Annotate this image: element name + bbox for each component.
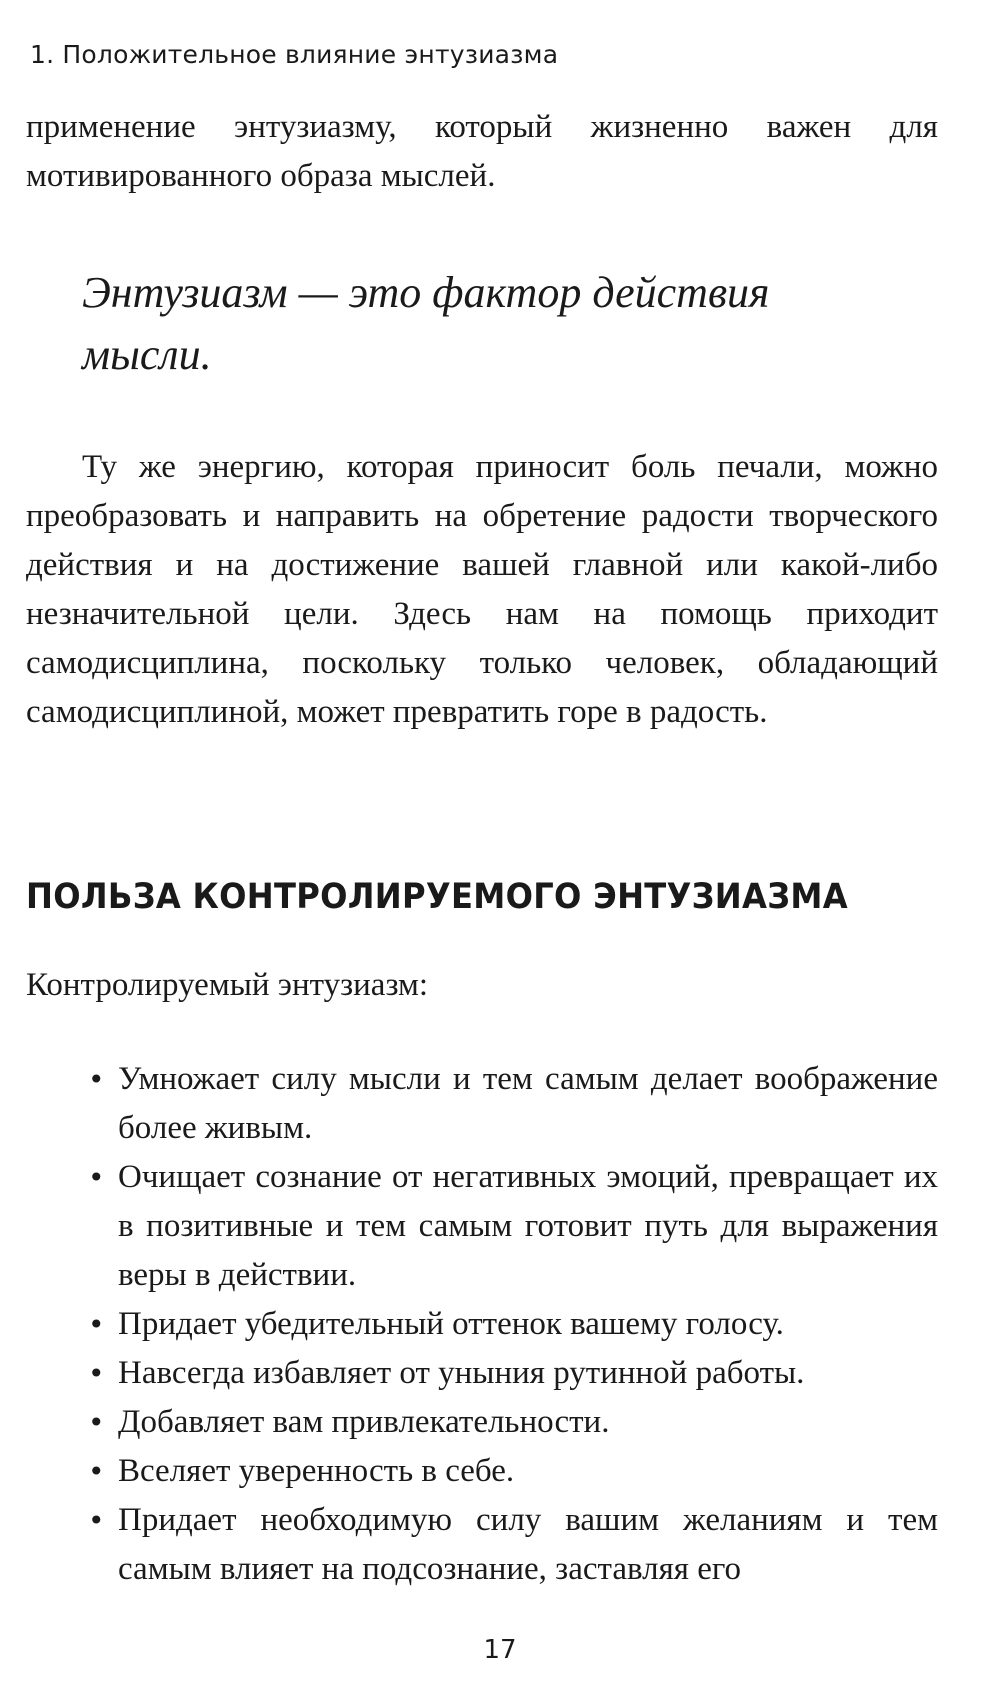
page-number: 17 xyxy=(483,1635,517,1665)
list-item xyxy=(26,1398,938,1447)
bullet-icon: • xyxy=(88,1161,105,1194)
bullet-icon: • xyxy=(88,1455,105,1488)
paragraph-continued: применение энтузиазму, который жизненно важен для мотивированного образа мыслей. xyxy=(26,109,938,194)
pull-quote: Энтузиазм — это фактор действия мысли. xyxy=(82,268,770,379)
list-item-text: Очищает сознание от негативных эмоций, превращает их в позитивные и тем самым готовит путь для выражения веры в действии. xyxy=(118,1159,938,1293)
list-item-text: Умножает силу мысли и тем самым делает воображение более живым. xyxy=(118,1061,938,1146)
list-item-text: Придает необходимую силу вашим желаниям и тем самым влияет на подсознание, заставляя его xyxy=(118,1502,938,1587)
list-item-text: Навсегда избавляет от уныния рутинной работы. xyxy=(118,1355,805,1391)
running-head: 1. Положительное влияние энтузиазма xyxy=(30,40,559,69)
bullet-icon: • xyxy=(88,1357,105,1390)
list-item-text: Добавляет вам привлекательности. xyxy=(118,1404,610,1440)
list-item xyxy=(26,1447,938,1496)
list-item xyxy=(26,1153,938,1300)
list-item-text: Придает убедительный оттенок вашему голосу. xyxy=(118,1306,784,1342)
bullet-icon: • xyxy=(88,1063,105,1096)
list-intro: Контролируемый энтузиазм: xyxy=(26,967,429,1003)
bullet-icon: • xyxy=(88,1406,105,1439)
bullet-icon: • xyxy=(88,1308,105,1341)
list-item xyxy=(26,1349,938,1398)
list-item xyxy=(26,1496,938,1594)
section-heading: ПОЛЬЗА КОНТРОЛИРУЕМОГО ЭНТУЗИАЗМА xyxy=(26,877,848,917)
bullet-icon: • xyxy=(88,1504,105,1537)
list-item-text: Вселяет уверенность в себе. xyxy=(118,1453,515,1489)
list-item xyxy=(26,1055,938,1153)
list-item xyxy=(26,1300,938,1349)
benefits-list xyxy=(26,1055,938,1594)
paragraph-energy: Ту же энергию, которая приносит боль печали, можно преобразовать и направить на обретение радости творческого действия и на достижение вашей главной или какой-либо незначительной цели. Здесь нам на помощь приходит самодисциплина, поскольку только человек, обладающий самодисциплиной, может превратить горе в радость. xyxy=(26,449,938,730)
